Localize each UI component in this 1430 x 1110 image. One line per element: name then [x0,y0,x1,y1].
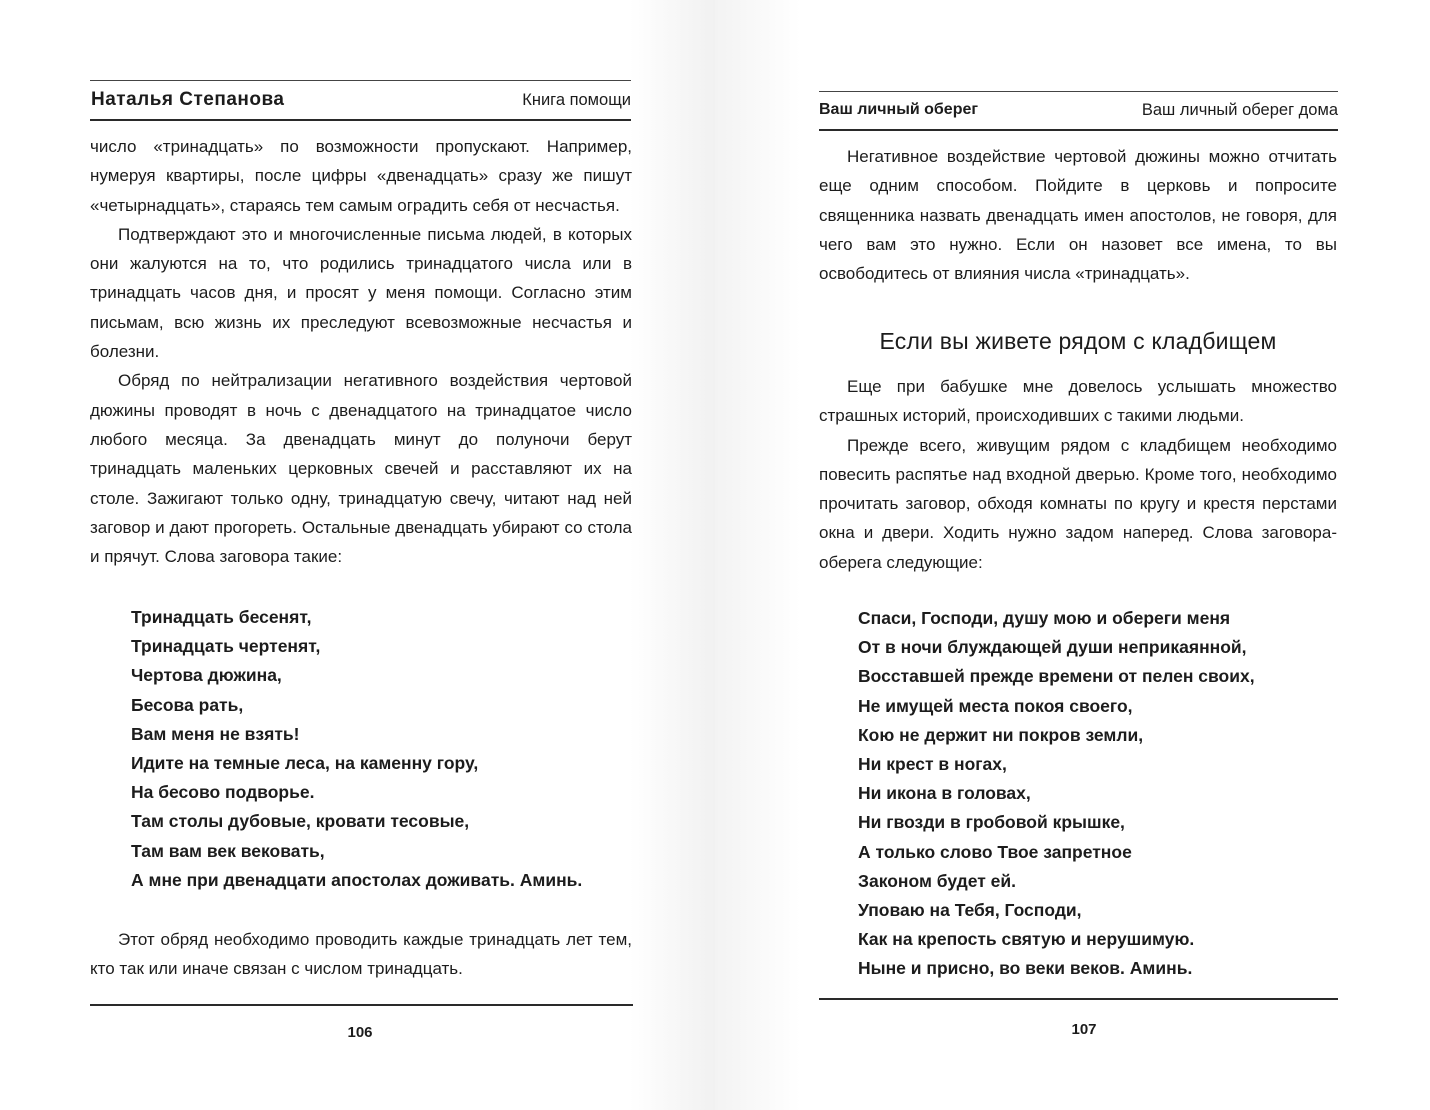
header-bottom-rule [819,129,1338,131]
paragraph: число «тринадцать» по возможности пропускают. Например, нумеруя квартиры, после цифры «двенадцать» сразу же пишут «четырнадцать», стараясь тем самым оградить себя от несчастья. [90,137,632,215]
paragraph: Негативное воздействие чертовой дюжины можно отчитать еще одним способом. Пойдите в церковь и попросите священника назвать двенадцать имен апостолов, не говоря, для чего вам это нужно. Если он назовет все имена, то вы освободитесь от влияния числа «тринадцать». [819,147,1337,284]
header-bottom-rule [90,119,631,121]
verse-line: Спаси, Господи, душу мою и обереги меня [858,608,1231,628]
verse-line: А только слово Твое запретное [858,841,1132,862]
closing-text [90,925,632,984]
incantation-verse [131,603,582,895]
paragraph: Этот обряд необходимо проводить каждые тринадцать лет тем, кто так или иначе связан с числом тринадцать. [90,930,632,979]
verse-line: От в ночи блуждающей души неприкаянной, [858,637,1247,658]
footer-rule [819,998,1338,1000]
verse-line: Бесова рать, [131,694,244,715]
page-number: 106 [347,1024,373,1041]
verse-line: Восставшей прежде времени от пелен своих, [858,666,1255,687]
verse-line: Законом будет ей. [858,870,1017,891]
verse-line: Кою не держит ни покров земли, [858,724,1144,745]
footer-rule [90,1004,633,1006]
verse-line: Ни икона в головах, [858,783,1031,804]
paragraph: Прежде всего, живущим рядом с кладбищем необходимо повесить распятье над входной дверью. Кроме того, необходимо прочитать заговор, обходя комнаты по кругу и крестя перстами окна и двери. Ходить нужно задом наперед. Слова заговора-оберега следующие: [819,435,1337,572]
verse-line: Ни гвозди в гробовой крышке, [858,812,1125,833]
paragraph: Подтверждают это и многочисленные письма людей, в которых они жалуются на то, что родились тринадцатого числа или в тринадцать часов дня, и просят у меня помощи. Согласно этим письмам, всю жизнь их преследуют всевозможные несчастья и болезни. [90,224,632,362]
header-top-rule [90,80,631,81]
verse-line: Как на крепость святую и нерушимую. [858,929,1195,950]
intro-text [819,142,1337,288]
verse-line: Не имущей места покоя своего, [858,695,1133,716]
body-text [819,372,1337,577]
verse-line: Идите на темные леса, на каменну гору, [131,753,479,774]
verse-line: Чертова дюжина, [131,665,282,686]
verse-line: Ни крест в ногах, [858,754,1007,775]
verse-line: Уповаю на Тебя, Господи, [858,900,1082,921]
verse-line: Вам меня не взять! [131,723,300,744]
running-head-author: Наталья Степанова [91,89,285,110]
verse-line: Тринадцать бесенят, [131,607,312,627]
verse-line: Ныне и присно, во веки веков. Аминь. [858,958,1193,979]
verse-line: На бесово подворье. [131,782,315,803]
paragraph: Еще при бабушке мне довелось услышать множество страшных историй, происходивших с такими людьми. [819,377,1337,426]
section-heading: Если вы живете рядом с кладбищем [879,328,1277,354]
page-number: 107 [1071,1021,1097,1038]
verse-line: А мне при двенадцати апостолах доживать. Аминь. [131,869,583,890]
verse-line: Там столы дубовые, кровати тесовые, [131,811,470,832]
verse-line: Там вам век вековать, [131,840,325,861]
paragraph: Обряд по нейтрализации негативного воздействия чертовой дюжины проводят в ночь с двенадцатого на тринадцатое число любого месяца. За двенадцать минут до полуночи берут тринадцать маленьких церковных свечей и расставляют их на столе. Зажигают только одну, тринадцатую свечу, читают над ней заговор и дают прогореть. Остальные двенадцать убирают со стола и прячут. Слова заговора такие: [90,371,632,567]
header-top-rule [819,91,1338,92]
running-head-chapter: Ваш личный оберег дома [1141,101,1338,119]
verse-line: Тринадцать чертенят, [131,636,321,657]
right-page [715,0,1430,1110]
running-head-section: Ваш личный оберег [819,101,979,118]
body-text [90,132,632,571]
running-head-book: Книга помощи [522,91,631,109]
incantation-verse [858,604,1255,984]
